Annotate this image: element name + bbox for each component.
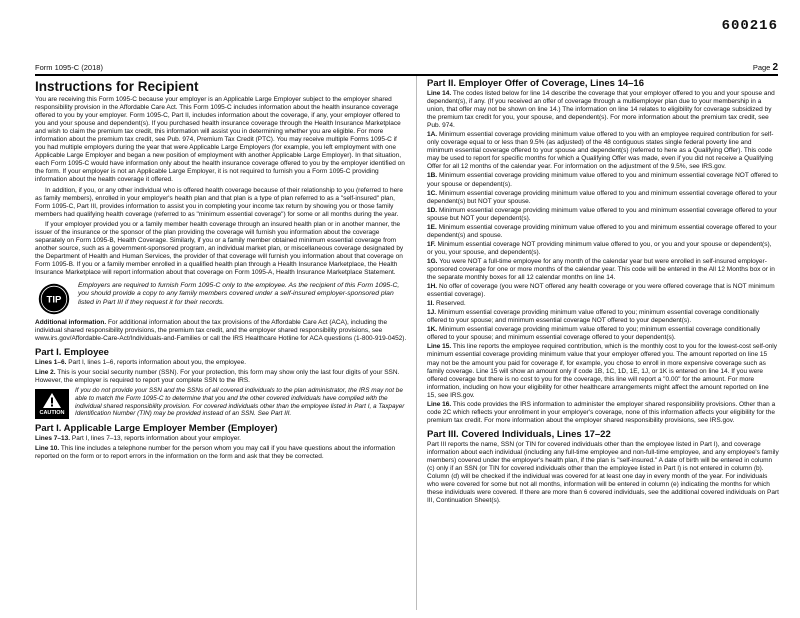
document-code: 600216 — [721, 18, 778, 34]
code-item — [427, 283, 779, 299]
line-10-label: Line 10. — [35, 445, 60, 453]
page-word: Page — [752, 63, 771, 72]
tip-text: Employers are required to furnish Form 1095-C only to the employee. As the recipient of this Form 1095-C, you should provide a copy to any family members covered under a self-insured employer-sponsored plan listed in Part III if they request it for their records. — [78, 282, 400, 306]
line-2-label: Line 2. — [35, 369, 56, 377]
code-text: Minimum essential coverage providing minimum value offered to you; minimum essential coverage conditionally offered to your spouse; and minimum essential coverage NOT offered to your dependent(s). — [427, 309, 759, 325]
caution-icon — [35, 389, 69, 419]
code-label: 1A. — [427, 131, 438, 139]
code-label: 1K. — [427, 326, 438, 334]
line-14-label: Line 14. — [427, 90, 452, 97]
additional-info-label: Additional information. — [35, 319, 107, 327]
code-label: 1G. — [427, 257, 438, 265]
code-label: 1H. — [427, 283, 438, 291]
lines-7-13-label: Lines 7–13. — [35, 435, 71, 443]
additional-info-text: For additional information about the tax provisions of the Affordable Care Act (ACA), including the individual shared responsibility provisions, the premium tax credit, and the employer shared responsibility provisions, see www.irs.gov/Affordable-Care-Act/Individuals-and-Families or call the IRS Healthcare Hotline for ACA questions (1-800-919-0452). — [35, 319, 407, 343]
lines-7-13-text: Part I, lines 7–13, reports information about your employer. — [71, 435, 241, 443]
page-title: Instructions for Recipient — [35, 79, 199, 94]
code-item — [427, 300, 779, 308]
warning-triangle-icon — [42, 392, 62, 409]
page-number — [753, 62, 778, 73]
code-label: 1C. — [427, 189, 438, 197]
code-text: Minimum essential coverage providing minimum value offered to you; minimum essential coverage conditionally offered to your spouse; and minimum essential coverage offered to your dependent(s). — [427, 326, 760, 342]
code-text: Minimum essential coverage providing minimum value offered to you and minimum essential coverage offered to your dependent(s) but NOT your spouse. — [427, 189, 777, 205]
tip-label: TIP — [46, 294, 62, 306]
part3-heading: Part III. Covered Individuals, Lines 17–22 — [427, 428, 611, 440]
code-item — [427, 258, 779, 282]
code-item — [427, 326, 779, 342]
code-item — [427, 190, 779, 206]
left-column — [35, 78, 407, 463]
right-column — [427, 78, 779, 506]
code-label: 1D. — [427, 206, 438, 214]
part2-heading: Part II. Employer Offer of Coverage, Lines 14–16 — [427, 78, 644, 89]
code-text: Minimum essential coverage providing minimum value offered to you and minimum essential coverage offered to your spouse but NOT your dependent(s). — [427, 206, 777, 222]
line-16-label: Line 16. — [427, 400, 452, 408]
code-item — [427, 309, 779, 325]
intro-paragraph-3: If your employer provided you or a family member health coverage through an insured health plan or in another manner, the issuer of the insurance or the sponsor of the plan providing the coverage will furnish you information about the coverage separately on Form 1095-B, Health Coverage. Similarly, if you or a family member obtained minimum essential coverage from another source, such as a government-sponsored program, an individual market plan, or miscellaneous coverage designated by the Department of Health and Human Services, the provider of that coverage will furnish you information about that coverage on Form 1095-B. If you or a family member enrolled in a qualified health plan through a Health Insurance Marketplace, the Health Insurance Marketplace will report information about that coverage on Form 1095-A, Health Insurance Marketplace Statement. — [35, 220, 404, 276]
form-label: Form 1095-C (2018) — [35, 63, 103, 72]
part1-heading: Part I. Employee — [35, 347, 109, 359]
intro-paragraph-1: You are receiving this Form 1095-C because your employer is an Applicable Large Employer subject to the employer shared responsibility provision in the Affordable Care Act. This Form 1095-C includes information about the health insurance coverage offered to you by your employer. Form 1095-C, Part II, includes information about the coverage, if any, your employer offered to you and your spouse and dependent(s). If you purchased health insurance coverage through the Health Insurance Marketplace and wish to claim the premium tax credit, this information will assist you in determining whether you are eligible. For more information about the premium tax credit, see Pub. 974, Premium Tax Credit (PTC). You may receive multiple Forms 1095-C if you had multiple employers during the year that were Applicable Large Employers (for example, you left employment with one Applicable Large Employer and began a new position of employment with another Applicable Large Employer). In that situation, each Form 1095-C would have information only about the health insurance coverage offered to you by the employer identified on the form. If your employer is not an Applicable Large Employer, it is not required to furnish you a Form 1095-C providing information about the health coverage it offered. — [35, 96, 405, 184]
tip-box — [35, 282, 407, 315]
caution-box — [35, 387, 407, 419]
line-15-label: Line 15. — [427, 343, 452, 351]
line-10-text: This line includes a telephone number for the person whom you may call if you have questions about the information reported on the form or to report errors in the information on the form and ask that they be corrected. — [35, 445, 396, 461]
code-label: 1E. — [427, 223, 437, 231]
code-text: Reserved. — [436, 300, 466, 308]
code-item — [427, 241, 779, 257]
line-14-text: The codes listed below for line 14 describe the coverage that your employer offered to you and your spouse and dependent(s), if any. (If you received an offer of coverage through a multiemployer plan due to your membership in a union, that offer may not be shown on line 14.) The information on line 14 relates to eligibility for coverage subsidized by the premium tax credit for you, your spouse, and dependent(s). For more information about the premium tax credit, see Pub. 974. — [427, 90, 775, 130]
page-header — [35, 60, 778, 76]
line-16-text: This code provides the IRS information to administer the employer shared responsibility provisions. Other than a code 2C which reflects your enrollment in your employer's coverage, none of this information affects your eligibility for the premium tax credit. For more information about the employer shared responsibility provisions, see IRS.gov. — [427, 400, 776, 424]
intro-paragraph-2: In addition, if you, or any other individual who is offered health coverage because of their relationship to you (referred to here as family members), enrolled in your employer's health plan and that plan is a type of plan referred to as a "self-insured" plan, Form 1095-C, Part III, provides information to assist you in completing your income tax return by showing you or those family members had qualifying health coverage (referred to as "minimum essential coverage") for some or all months during the year. — [35, 186, 403, 218]
tip-icon — [38, 283, 70, 315]
part3-text: Part III reports the name, SSN (or TIN for covered individuals other than the employee listed in Part I), and coverage information about each individual (including any full-time employee and non-full-time employee, and any employee's family members) covered under the employer's health plan, if the plan is "self-insured." A date of birth will be entered in column (c) only if an SSN (or TIN for covered individuals other than the employee listed in Part I) is not entered in column (b). Column (d) will be checked if the individual was covered for at least one day in every month of the year. For individuals who were covered for some but not all months, information will be entered in column (e) indicating the months for which these individuals were covered. If there are more than 6 covered individuals, see the additional covered individuals on Part III, Continuation Sheet(s). — [427, 440, 779, 505]
code-text: You were NOT a full-time employee for any month of the calendar year but were enrolled in self-insured employer-sponsored coverage for one or more months of the calendar year. This code will be entered in the All 12 Months box or in the separate monthly boxes for all 12 calendar months on line 14. — [427, 257, 775, 282]
code-label: 1I. — [427, 300, 435, 308]
code-text: Minimum essential coverage NOT providing minimum value offered to you, or you and your spouse or dependent(s), or you, your spouse, and dependent(s). — [427, 240, 772, 256]
code-text: Minimum essential coverage providing minimum value offered to you and minimum essential coverage offered to your dependent(s) and spouse. — [427, 223, 777, 239]
code-label: 1B. — [427, 172, 438, 180]
line-2-text: This is your social security number (SSN). For your protection, this form may show only the last four digits of your SSN. However, the employer is required to report your complete SSN to the IRS. — [35, 369, 400, 385]
code-item — [427, 207, 779, 223]
code-item — [427, 131, 779, 171]
code-text: Minimum essential coverage providing minimum value offered to you with an employee required contribution for self-only coverage equal to or less than 9.5% (as adjusted) of the 48 contiguous states single federal poverty line and minimum essential coverage offered to your spouse and dependent(s) (referred to here as a Qualifying Offer). This code may be used to report for specific months for which a Qualifying Offer was made, even if you did not receive a Qualifying Offer for all 12 months of the calendar year. For information on the adjustment of the 9.5%, see IRS.gov. — [427, 131, 774, 171]
code-item — [427, 172, 779, 188]
column-divider — [416, 76, 417, 610]
lines-1-6-label: Lines 1–6. — [35, 359, 67, 367]
lines-1-6-text: Part I, lines 1–6, reports information about you, the employee. — [68, 359, 247, 367]
line-15-text: This line reports the employee required contribution, which is the monthly cost to you for the lowest-cost self-only minimum essential coverage providing minimum value that your employer offered you. The amount reported on line 15 may not be the amount you paid for coverage if, for example, you chose to enroll in more expensive coverage such as family coverage. Line 15 will show an amount only if code 1B, 1C, 1D, 1E, 1J, or 1K is entered on line 14. If you were offered coverage but there is no cost to you for the coverage, this line will report a "0.00" for the amount. For more information, including on how your eligibility for other healthcare arrangements might affect the amount reported on line 15, see IRS.gov. — [427, 343, 777, 399]
code-text: No offer of coverage (you were NOT offered any health coverage or you were offered coverage that is NOT minimum essential coverage). — [427, 283, 775, 299]
caution-text: If you do not provide your SSN and the SSNs of all covered individuals to the plan administrator, the IRS may not be able to match the Form 1095-C to determine that you and the other covered individuals have complied with the individual shared responsibility provision. For covered individuals other than the employee listed in Part I, a Taxpayer Identification Number (TIN) may be provided instead of an SSN. See Part III. — [75, 387, 405, 418]
caution-label: CAUTION — [39, 410, 65, 417]
page-num: 2 — [772, 62, 778, 73]
code-item — [427, 224, 779, 240]
code-label: 1F. — [427, 240, 436, 248]
code-list — [427, 131, 779, 342]
code-text: Minimum essential coverage providing minimum value offered to you and minimum essential coverage NOT offered to your spouse or dependent(s). — [427, 172, 778, 188]
part1-employer-heading: Part I. Applicable Large Employer Member (Employer) — [35, 423, 278, 435]
code-label: 1J. — [427, 309, 437, 317]
